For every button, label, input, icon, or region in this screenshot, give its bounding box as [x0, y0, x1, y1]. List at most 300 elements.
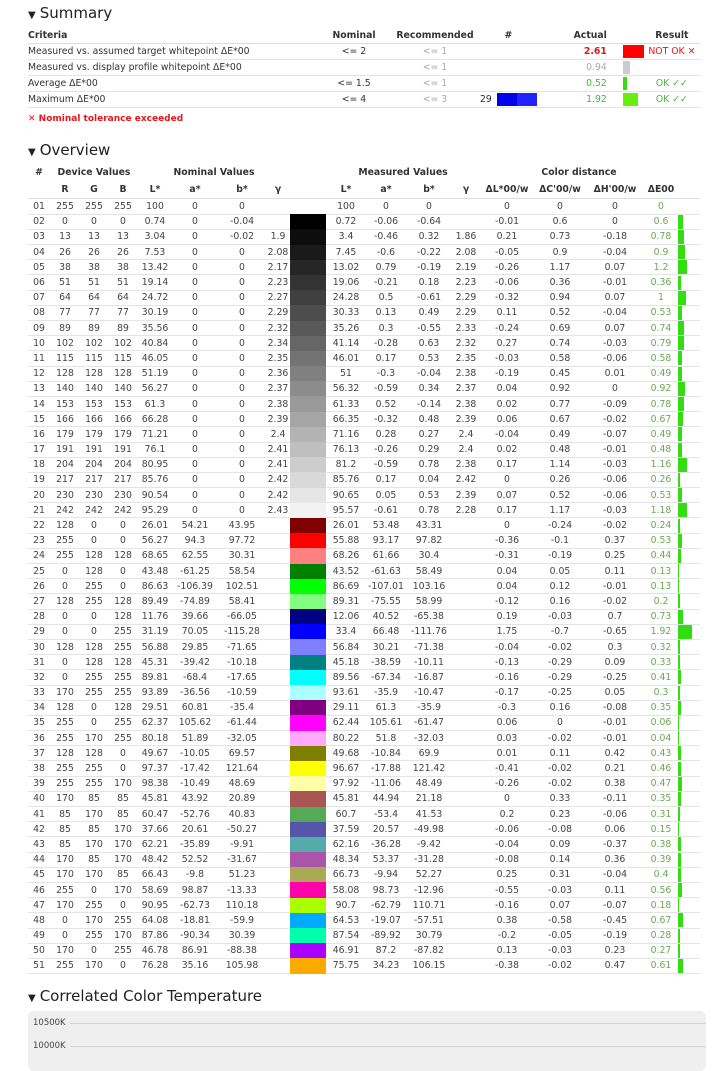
swatch-fill [290, 457, 326, 472]
measured-b: -87.82 [406, 943, 452, 958]
delta-e-bar [678, 549, 681, 563]
r: 0 [50, 655, 80, 670]
measured-l: 81.2 [326, 457, 366, 472]
delta-e: 1.18 [644, 503, 678, 518]
cct-section-toggle[interactable] [28, 987, 262, 1005]
delta-e-bar [678, 640, 680, 654]
delta-h: 0 [586, 199, 644, 215]
b: 170 [108, 928, 138, 943]
measured-a: -0.6 [366, 245, 406, 260]
delta-l: -0.01 [480, 214, 534, 229]
measured-l: 66.35 [326, 412, 366, 427]
measured-b: -10.47 [406, 685, 452, 700]
result: NOT OK ✕ [644, 44, 700, 60]
b: 102 [108, 336, 138, 351]
delta-e: 0.58 [644, 351, 678, 366]
r: 102 [50, 336, 80, 351]
delta-c: 0.52 [534, 488, 586, 503]
table-row [28, 776, 700, 791]
delta-e-bar-cell [678, 776, 700, 791]
nominal-a: 0 [172, 442, 218, 457]
delta-c: -0.03 [534, 882, 586, 897]
nominal-b: -66.05 [218, 609, 266, 624]
swatch-fill [290, 882, 326, 897]
nominal-b: 58.54 [218, 564, 266, 579]
delta-c: -0.02 [534, 958, 586, 973]
delta-e-bar [678, 215, 683, 229]
nominal-a: -17.42 [172, 761, 218, 776]
r: 0 [50, 928, 80, 943]
nominal-b: 0 [218, 199, 266, 215]
nominal-b: -17.65 [218, 670, 266, 685]
delta-e-bar-cell [678, 351, 700, 366]
measured-l: 41.14 [326, 336, 366, 351]
measured-l: 30.33 [326, 305, 366, 320]
delta-l: 0.01 [480, 746, 534, 761]
measured-l: 89.31 [326, 594, 366, 609]
patch-swatch [497, 93, 537, 106]
patch-num: 37 [28, 746, 50, 761]
delta-l: 0.03 [480, 731, 534, 746]
nominal: <= 4 [318, 92, 390, 108]
patch-num: 33 [28, 685, 50, 700]
delta-h: -0.07 [586, 898, 644, 913]
delta-e: 0.56 [644, 882, 678, 897]
patch-num: 46 [28, 882, 50, 897]
delta-e: 0.9 [644, 245, 678, 260]
measured-gamma [452, 867, 480, 882]
nominal-b: 48.69 [218, 776, 266, 791]
delta-e-bar [678, 944, 680, 958]
nominal-a: -68.4 [172, 670, 218, 685]
r: 170 [50, 943, 80, 958]
patch-num-label: 29 [480, 94, 492, 105]
delta-e: 0.27 [644, 943, 678, 958]
delta-e-bar-cell [678, 396, 700, 411]
nominal-b: -115.28 [218, 624, 266, 639]
table-row [28, 670, 700, 685]
delta-e: 0.43 [644, 746, 678, 761]
nominal-l: 100 [138, 199, 172, 215]
caret-down-icon: ▼ [28, 10, 36, 21]
measured-gamma [452, 761, 480, 776]
nominal-gamma: 2.38 [266, 396, 290, 411]
nominal-b: 30.39 [218, 928, 266, 943]
b: 128 [108, 609, 138, 624]
delta-e: 0.13 [644, 564, 678, 579]
overview-section-toggle[interactable] [28, 141, 110, 159]
b: 51 [108, 275, 138, 290]
nominal-b: 69.57 [218, 746, 266, 761]
b: 0 [108, 579, 138, 594]
nominal-b: -13.33 [218, 882, 266, 897]
delta-e-bar-cell [678, 548, 700, 563]
measured-l: 45.81 [326, 791, 366, 806]
delta-e-bar [678, 382, 685, 396]
swatch-fill [290, 791, 326, 806]
swatch-col [290, 180, 326, 199]
group-nominal: Nominal Values [173, 167, 255, 178]
nominal-l: 76.28 [138, 958, 172, 973]
measured-l: 0.72 [326, 214, 366, 229]
nominal-l: 56.27 [138, 533, 172, 548]
r: 255 [50, 548, 80, 563]
nominal-l: 26.01 [138, 518, 172, 533]
column-header: b* [406, 180, 452, 199]
r: 255 [50, 731, 80, 746]
delta-e-bar-cell [678, 913, 700, 928]
measured-b: 0.27 [406, 427, 452, 442]
nominal-gamma [266, 731, 290, 746]
result [644, 60, 700, 76]
nominal-a: 0 [172, 457, 218, 472]
delta-c: 1.14 [534, 457, 586, 472]
delta-e-bar-cell [678, 898, 700, 913]
b: 115 [108, 351, 138, 366]
delta-e: 0.49 [644, 366, 678, 381]
measured-b: 121.42 [406, 761, 452, 776]
swatch-fill [290, 214, 326, 229]
delta-h: 0.21 [586, 761, 644, 776]
delta-e-bar-cell [678, 336, 700, 351]
swatch-fill [290, 260, 326, 275]
g: 115 [80, 351, 108, 366]
nominal-l: 11.76 [138, 609, 172, 624]
measured-a: 53.37 [366, 852, 406, 867]
delta-l: -0.26 [480, 260, 534, 275]
nominal-a: 35.16 [172, 958, 218, 973]
delta-l: -0.12 [480, 594, 534, 609]
delta-c: 0.48 [534, 442, 586, 457]
g: 170 [80, 807, 108, 822]
measured-gamma [452, 807, 480, 822]
nominal-a: -74.89 [172, 594, 218, 609]
color-swatch [290, 913, 326, 928]
criteria: Measured vs. assumed target whitepoint ΔE*00 [28, 44, 318, 60]
swatch-fill [290, 275, 326, 290]
measured-b: 0.49 [406, 305, 452, 320]
nominal-b: 40.83 [218, 807, 266, 822]
delta-e: 0.24 [644, 518, 678, 533]
measured-l: 46.01 [326, 351, 366, 366]
g: 153 [80, 396, 108, 411]
measured-l: 7.45 [326, 245, 366, 260]
delta-h: -0.09 [586, 396, 644, 411]
delta-c: 0.52 [534, 305, 586, 320]
nominal-gamma: 2.42 [266, 488, 290, 503]
patch-num: 28 [28, 609, 50, 624]
measured-a: -89.92 [366, 928, 406, 943]
nominal-l: 87.86 [138, 928, 172, 943]
delta-h: 0.11 [586, 882, 644, 897]
delta-e-bar-cell [678, 715, 700, 730]
g: 191 [80, 442, 108, 457]
measured-b: 0.32 [406, 229, 452, 244]
delta-e: 1 [644, 290, 678, 305]
patch-num: 18 [28, 457, 50, 472]
measured-gamma: 1.86 [452, 229, 480, 244]
nominal-b: 0 [218, 290, 266, 305]
patch-num: 27 [28, 594, 50, 609]
delta-h: 0.05 [586, 685, 644, 700]
measured-b: 30.4 [406, 548, 452, 563]
r: 0 [50, 609, 80, 624]
delta-e: 0.4 [644, 867, 678, 882]
delta-c: 0.16 [534, 700, 586, 715]
patch-num: 15 [28, 412, 50, 427]
delta-e-bar-cell [678, 670, 700, 685]
delta-l: 0.27 [480, 336, 534, 351]
table-row [28, 366, 700, 381]
summary-section-toggle[interactable] [28, 4, 112, 22]
delta-e-bar [678, 837, 681, 851]
delta-e-bar-cell [678, 412, 700, 427]
measured-gamma [452, 639, 480, 654]
swatch-fill [290, 336, 326, 351]
patch-num: 13 [28, 381, 50, 396]
gridline [70, 1046, 706, 1047]
delta-e: 0.41 [644, 670, 678, 685]
measured-l: 12.06 [326, 609, 366, 624]
delta-l: 0 [480, 791, 534, 806]
delta-h: 0 [586, 381, 644, 396]
measured-l: 33.4 [326, 624, 366, 639]
delta-h: -0.25 [586, 670, 644, 685]
delta-e-bar-cell [678, 655, 700, 670]
swatch-fill [290, 609, 326, 624]
nominal-l: 40.84 [138, 336, 172, 351]
measured-gamma: 2.38 [452, 396, 480, 411]
swatch-fill [290, 898, 326, 913]
measured-l: 26.01 [326, 518, 366, 533]
nominal-b: 0 [218, 260, 266, 275]
measured-a: -62.79 [366, 898, 406, 913]
swatch-fill [290, 928, 326, 943]
measured-gamma [452, 564, 480, 579]
r: 128 [50, 639, 80, 654]
color-swatch [290, 518, 326, 533]
nominal-l: 46.78 [138, 943, 172, 958]
delta-h: 0.23 [586, 943, 644, 958]
measured-b: 0.18 [406, 275, 452, 290]
delta-c: 0.33 [534, 791, 586, 806]
delta-h: 0.47 [586, 958, 644, 973]
nominal-a: 0 [172, 412, 218, 427]
table-row [28, 533, 700, 548]
measured-a: -107.01 [366, 579, 406, 594]
delta-e: 0.3 [644, 685, 678, 700]
delta-h: -0.06 [586, 488, 644, 503]
measured-b: 58.99 [406, 594, 452, 609]
measured-b: 0.63 [406, 336, 452, 351]
color-swatch [290, 427, 326, 442]
g: 0 [80, 943, 108, 958]
nominal-b: 51.23 [218, 867, 266, 882]
delta-h: -0.07 [586, 427, 644, 442]
measured-l: 85.76 [326, 472, 366, 487]
delta-e-bar-cell [678, 731, 700, 746]
delta-e-bar [678, 853, 681, 867]
delta-l: -0.17 [480, 685, 534, 700]
swatch-fill [290, 472, 326, 487]
g: 128 [80, 564, 108, 579]
nominal-a: 0 [172, 260, 218, 275]
column-header: ΔE00 [644, 180, 678, 199]
patch-num: 05 [28, 260, 50, 275]
color-swatch [290, 214, 326, 229]
g: 0 [80, 700, 108, 715]
g: 13 [80, 229, 108, 244]
measured-l: 49.68 [326, 746, 366, 761]
delta-h: 0.07 [586, 290, 644, 305]
r: 170 [50, 898, 80, 913]
g: 255 [80, 199, 108, 215]
delta-e-bar-cell [678, 867, 700, 882]
delta-e-bar [678, 716, 679, 730]
delta-l: 0.06 [480, 715, 534, 730]
measured-l: 24.28 [326, 290, 366, 305]
measured-gamma: 2.32 [452, 336, 480, 351]
nominal-l: 58.69 [138, 882, 172, 897]
delta-h: -0.11 [586, 791, 644, 806]
delta-h: -0.03 [586, 457, 644, 472]
delta-c: 0 [534, 199, 586, 215]
r: 128 [50, 746, 80, 761]
nominal-b: 0 [218, 427, 266, 442]
table-row [28, 928, 700, 943]
b: 26 [108, 245, 138, 260]
measured-b: -0.14 [406, 396, 452, 411]
patch-num: 49 [28, 928, 50, 943]
delta-e: 0.61 [644, 958, 678, 973]
table-row [28, 396, 700, 411]
measured-a: 34.23 [366, 958, 406, 973]
nominal-a: 51.89 [172, 731, 218, 746]
actual: 2.61 [537, 44, 607, 60]
nominal-a: 62.55 [172, 548, 218, 563]
nominal-gamma [266, 791, 290, 806]
nominal-l: 45.31 [138, 655, 172, 670]
g: 255 [80, 928, 108, 943]
delta-e-bar-cell [678, 488, 700, 503]
r: 128 [50, 594, 80, 609]
measured-gamma: 2.28 [452, 503, 480, 518]
nominal-a: -61.25 [172, 564, 218, 579]
nominal-a: 0 [172, 427, 218, 442]
color-swatch [290, 898, 326, 913]
delta-c: 0.45 [534, 366, 586, 381]
swatch-fill [290, 533, 326, 548]
r: 0 [50, 214, 80, 229]
nominal-a: -18.81 [172, 913, 218, 928]
color-swatch [290, 867, 326, 882]
patch-num: 01 [28, 199, 50, 215]
measured-b: 41.53 [406, 807, 452, 822]
group-measured: Measured Values [358, 167, 448, 178]
nominal-b: 0 [218, 472, 266, 487]
swatch-fill [290, 245, 326, 260]
nominal-gamma: 2.35 [266, 351, 290, 366]
measured-l: 48.34 [326, 852, 366, 867]
delta-e-bar-cell [678, 472, 700, 487]
nominal-l: 90.54 [138, 488, 172, 503]
patch-num: 09 [28, 321, 50, 336]
measured-gamma [452, 791, 480, 806]
delta-c: -0.02 [534, 761, 586, 776]
cct-title: Correlated Color Temperature [39, 987, 263, 1005]
nominal-a: 0 [172, 275, 218, 290]
swatch-fill [290, 290, 326, 305]
table-row [28, 852, 700, 867]
delta-l: 0.17 [480, 457, 534, 472]
b: 191 [108, 442, 138, 457]
delta-e: 0.79 [644, 336, 678, 351]
nominal-gamma [266, 639, 290, 654]
nominal-b: 0 [218, 488, 266, 503]
delta-c: 0.23 [534, 807, 586, 822]
delta-e: 0.33 [644, 655, 678, 670]
delta-c: 0.73 [534, 229, 586, 244]
g: 170 [80, 958, 108, 973]
nominal-l: 3.04 [138, 229, 172, 244]
nominal-l: 62.21 [138, 837, 172, 852]
delta-l: 0.2 [480, 807, 534, 822]
nominal-a: 0 [172, 381, 218, 396]
patch-num: 11 [28, 351, 50, 366]
color-swatch [290, 305, 326, 320]
nominal-a: 43.92 [172, 791, 218, 806]
delta-h: -0.37 [586, 837, 644, 852]
measured-l: 62.16 [326, 837, 366, 852]
measured-b: -0.19 [406, 260, 452, 275]
nominal-a: 0 [172, 488, 218, 503]
delta-c: 0.12 [534, 579, 586, 594]
measured-l: 97.92 [326, 776, 366, 791]
r: 217 [50, 472, 80, 487]
table-row [28, 457, 700, 472]
delta-c: -0.03 [534, 943, 586, 958]
delta-e: 0 [644, 199, 678, 215]
measured-l: 60.7 [326, 807, 366, 822]
color-swatch [290, 245, 326, 260]
delta-e-bar-cell [678, 807, 700, 822]
nominal-b: 0 [218, 412, 266, 427]
nominal-l: 98.38 [138, 776, 172, 791]
color-swatch [290, 488, 326, 503]
r: 255 [50, 715, 80, 730]
swatch-fill [290, 381, 326, 396]
table-row [28, 882, 700, 897]
color-swatch [290, 639, 326, 654]
patch-num: 23 [28, 533, 50, 548]
caret-down-icon: ▼ [28, 993, 36, 1004]
swatch-fill [290, 700, 326, 715]
b: 85 [108, 807, 138, 822]
color-swatch [290, 685, 326, 700]
measured-b: 97.82 [406, 533, 452, 548]
g: 64 [80, 290, 108, 305]
r: 13 [50, 229, 80, 244]
measured-b: 0.48 [406, 412, 452, 427]
delta-e-bar [678, 807, 680, 821]
color-swatch [290, 594, 326, 609]
delta-e: 0.53 [644, 488, 678, 503]
swatch-fill [290, 503, 326, 518]
delta-l: -0.04 [480, 427, 534, 442]
patch-num: 34 [28, 700, 50, 715]
nominal-a: -36.56 [172, 685, 218, 700]
patch-num: 17 [28, 442, 50, 457]
